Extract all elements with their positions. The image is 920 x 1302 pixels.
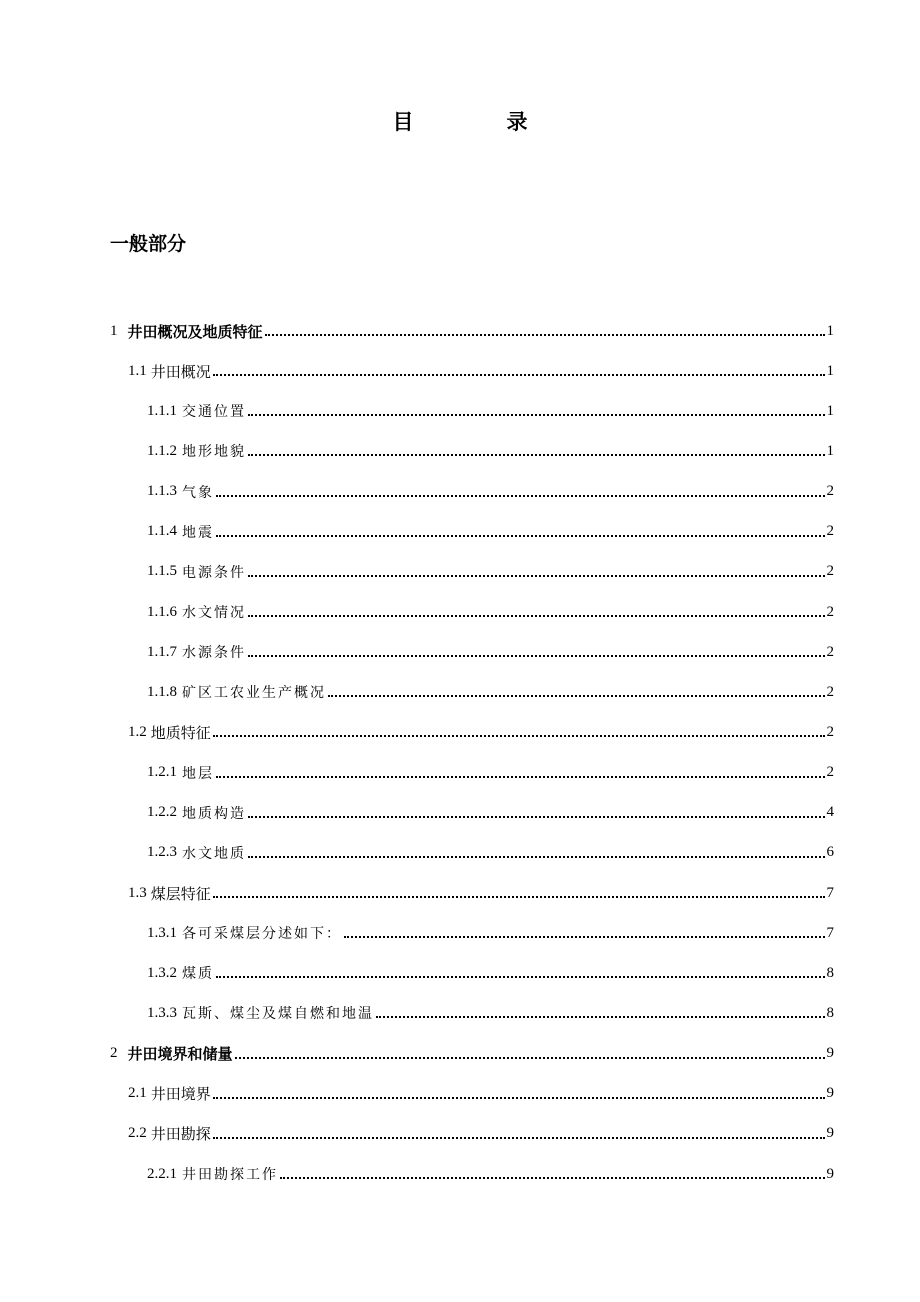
toc-entry[interactable] [0,753,920,793]
toc-entry-page-number: 1 [826,322,834,339]
toc-entry-number: 1.2.1 [147,764,177,781]
toc-entry-number: 1.1.3 [147,483,177,500]
table-of-contents [0,311,920,1194]
toc-entry-label: 地层 [182,765,214,782]
toc-entry-page-number: 2 [826,723,834,740]
toc-entry-number: 1.2 [128,723,147,740]
toc-entry-page-number: 9 [826,1045,834,1062]
toc-entry[interactable] [0,1154,920,1194]
toc-dot-leader [216,535,825,537]
toc-entry-page-number: 7 [826,924,834,941]
toc-entry[interactable] [0,512,920,552]
toc-dot-leader [265,334,825,336]
toc-entry-number: 1.3 [128,884,147,901]
toc-dot-leader [376,1016,825,1018]
toc-entry-number: 1.1.4 [147,523,177,540]
toc-entry-page-number: 2 [826,523,834,540]
toc-entry-label: 水文地质 [182,845,246,862]
toc-entry-number: 2.2 [128,1125,147,1142]
toc-entry-label: 电源条件 [182,564,246,581]
toc-entry-page-number: 1 [826,402,834,419]
toc-entry-page-number: 2 [826,483,834,500]
toc-dot-leader [344,936,825,938]
toc-entry-label: 气象 [182,484,214,501]
toc-entry[interactable] [0,953,920,993]
toc-entry-number: 1.1.8 [147,683,177,700]
toc-entry-number: 1.2.2 [147,804,177,821]
toc-dot-leader [216,776,825,778]
toc-entry-page-number: 4 [826,804,834,821]
toc-entry-page-number: 2 [826,764,834,781]
toc-entry-label: 瓦斯、煤尘及煤自燃和地温 [182,1006,374,1023]
toc-dot-leader [248,575,825,577]
toc-entry-number: 2 [110,1045,118,1062]
toc-entry-label: 水文情况 [182,605,246,622]
toc-entry[interactable] [0,391,920,431]
toc-entry-page-number: 2 [826,683,834,700]
toc-dot-leader [248,655,825,657]
toc-entry-label: 井田概况及地质特征 [127,322,263,341]
toc-entry-page-number: 6 [826,844,834,861]
toc-entry-number: 1.1 [128,362,147,379]
toc-entry-number: 1.3.1 [147,924,177,941]
page-title: 目 录 [392,110,564,134]
toc-entry-number: 1.1.7 [147,643,177,660]
toc-entry[interactable] [0,431,920,471]
toc-dot-leader [213,735,825,737]
toc-entry-number: 1.3.3 [147,1004,177,1021]
toc-entry-label: 煤质 [182,966,214,983]
toc-dot-leader [280,1177,825,1179]
toc-entry-page-number: 9 [826,1085,834,1102]
toc-dot-leader [213,374,825,376]
toc-entry-label: 矿区工农业生产概况 [182,685,326,702]
toc-entry[interactable] [0,712,920,752]
toc-entry-label: 各可采煤层分述如下： [182,926,342,943]
toc-entry[interactable] [0,472,920,512]
toc-dot-leader [216,976,825,978]
section-heading: 一般部分 [110,233,187,255]
toc-entry[interactable] [0,833,920,873]
toc-entry[interactable] [0,632,920,672]
toc-entry-label: 井田境界 [150,1085,211,1104]
toc-dot-leader [248,615,825,617]
toc-entry-page-number: 2 [826,603,834,620]
toc-entry-number: 2.1 [128,1085,147,1102]
toc-entry[interactable] [0,672,920,712]
toc-entry[interactable] [0,1114,920,1154]
toc-entry-number: 1.1.1 [147,402,177,419]
toc-dot-leader [213,1097,825,1099]
toc-entry[interactable] [0,351,920,391]
toc-entry[interactable] [0,311,920,351]
toc-entry[interactable] [0,552,920,592]
toc-entry-number: 1 [110,322,118,339]
toc-entry-page-number: 1 [826,442,834,459]
toc-dot-leader [213,1137,825,1139]
toc-entry[interactable] [0,1034,920,1074]
toc-entry-label: 水源条件 [182,645,246,662]
toc-entry-page-number: 7 [826,884,834,901]
toc-entry-label: 交通位置 [182,404,246,421]
toc-entry-page-number: 9 [826,1125,834,1142]
toc-entry-number: 2.2.1 [147,1165,177,1182]
toc-dot-leader [235,1057,825,1059]
toc-entry-label: 地震 [182,524,214,541]
toc-entry-page-number: 8 [826,1004,834,1021]
toc-entry-label: 井田勘探工作 [182,1167,278,1184]
toc-dot-leader [216,495,825,497]
toc-entry[interactable] [0,592,920,632]
toc-entry[interactable] [0,873,920,913]
toc-entry-label: 井田勘探 [150,1125,211,1144]
toc-entry-number: 1.3.2 [147,964,177,981]
toc-entry-label: 地形地貌 [182,444,246,461]
toc-entry-number: 1.2.3 [147,844,177,861]
toc-entry-page-number: 2 [826,643,834,660]
toc-entry-page-number: 9 [826,1165,834,1182]
toc-entry-label: 井田概况 [150,362,211,381]
toc-dot-leader [248,414,825,416]
toc-dot-leader [213,896,825,898]
toc-entry-label: 地质特征 [150,723,211,742]
toc-dot-leader [248,454,825,456]
toc-entry[interactable] [0,1074,920,1114]
toc-dot-leader [248,816,825,818]
toc-entry-number: 1.1.2 [147,442,177,459]
toc-entry-label: 地质构造 [182,805,246,822]
toc-entry-page-number: 1 [826,362,834,379]
toc-dot-leader [248,856,825,858]
toc-entry-page-number: 2 [826,563,834,580]
toc-entry[interactable] [0,993,920,1033]
toc-entry-label: 井田境界和储量 [127,1045,233,1064]
toc-entry-number: 1.1.5 [147,563,177,580]
toc-entry-number: 1.1.6 [147,603,177,620]
toc-entry[interactable] [0,913,920,953]
toc-entry-label: 煤层特征 [150,884,211,903]
toc-entry[interactable] [0,793,920,833]
toc-dot-leader [328,695,825,697]
toc-entry-page-number: 8 [826,964,834,981]
